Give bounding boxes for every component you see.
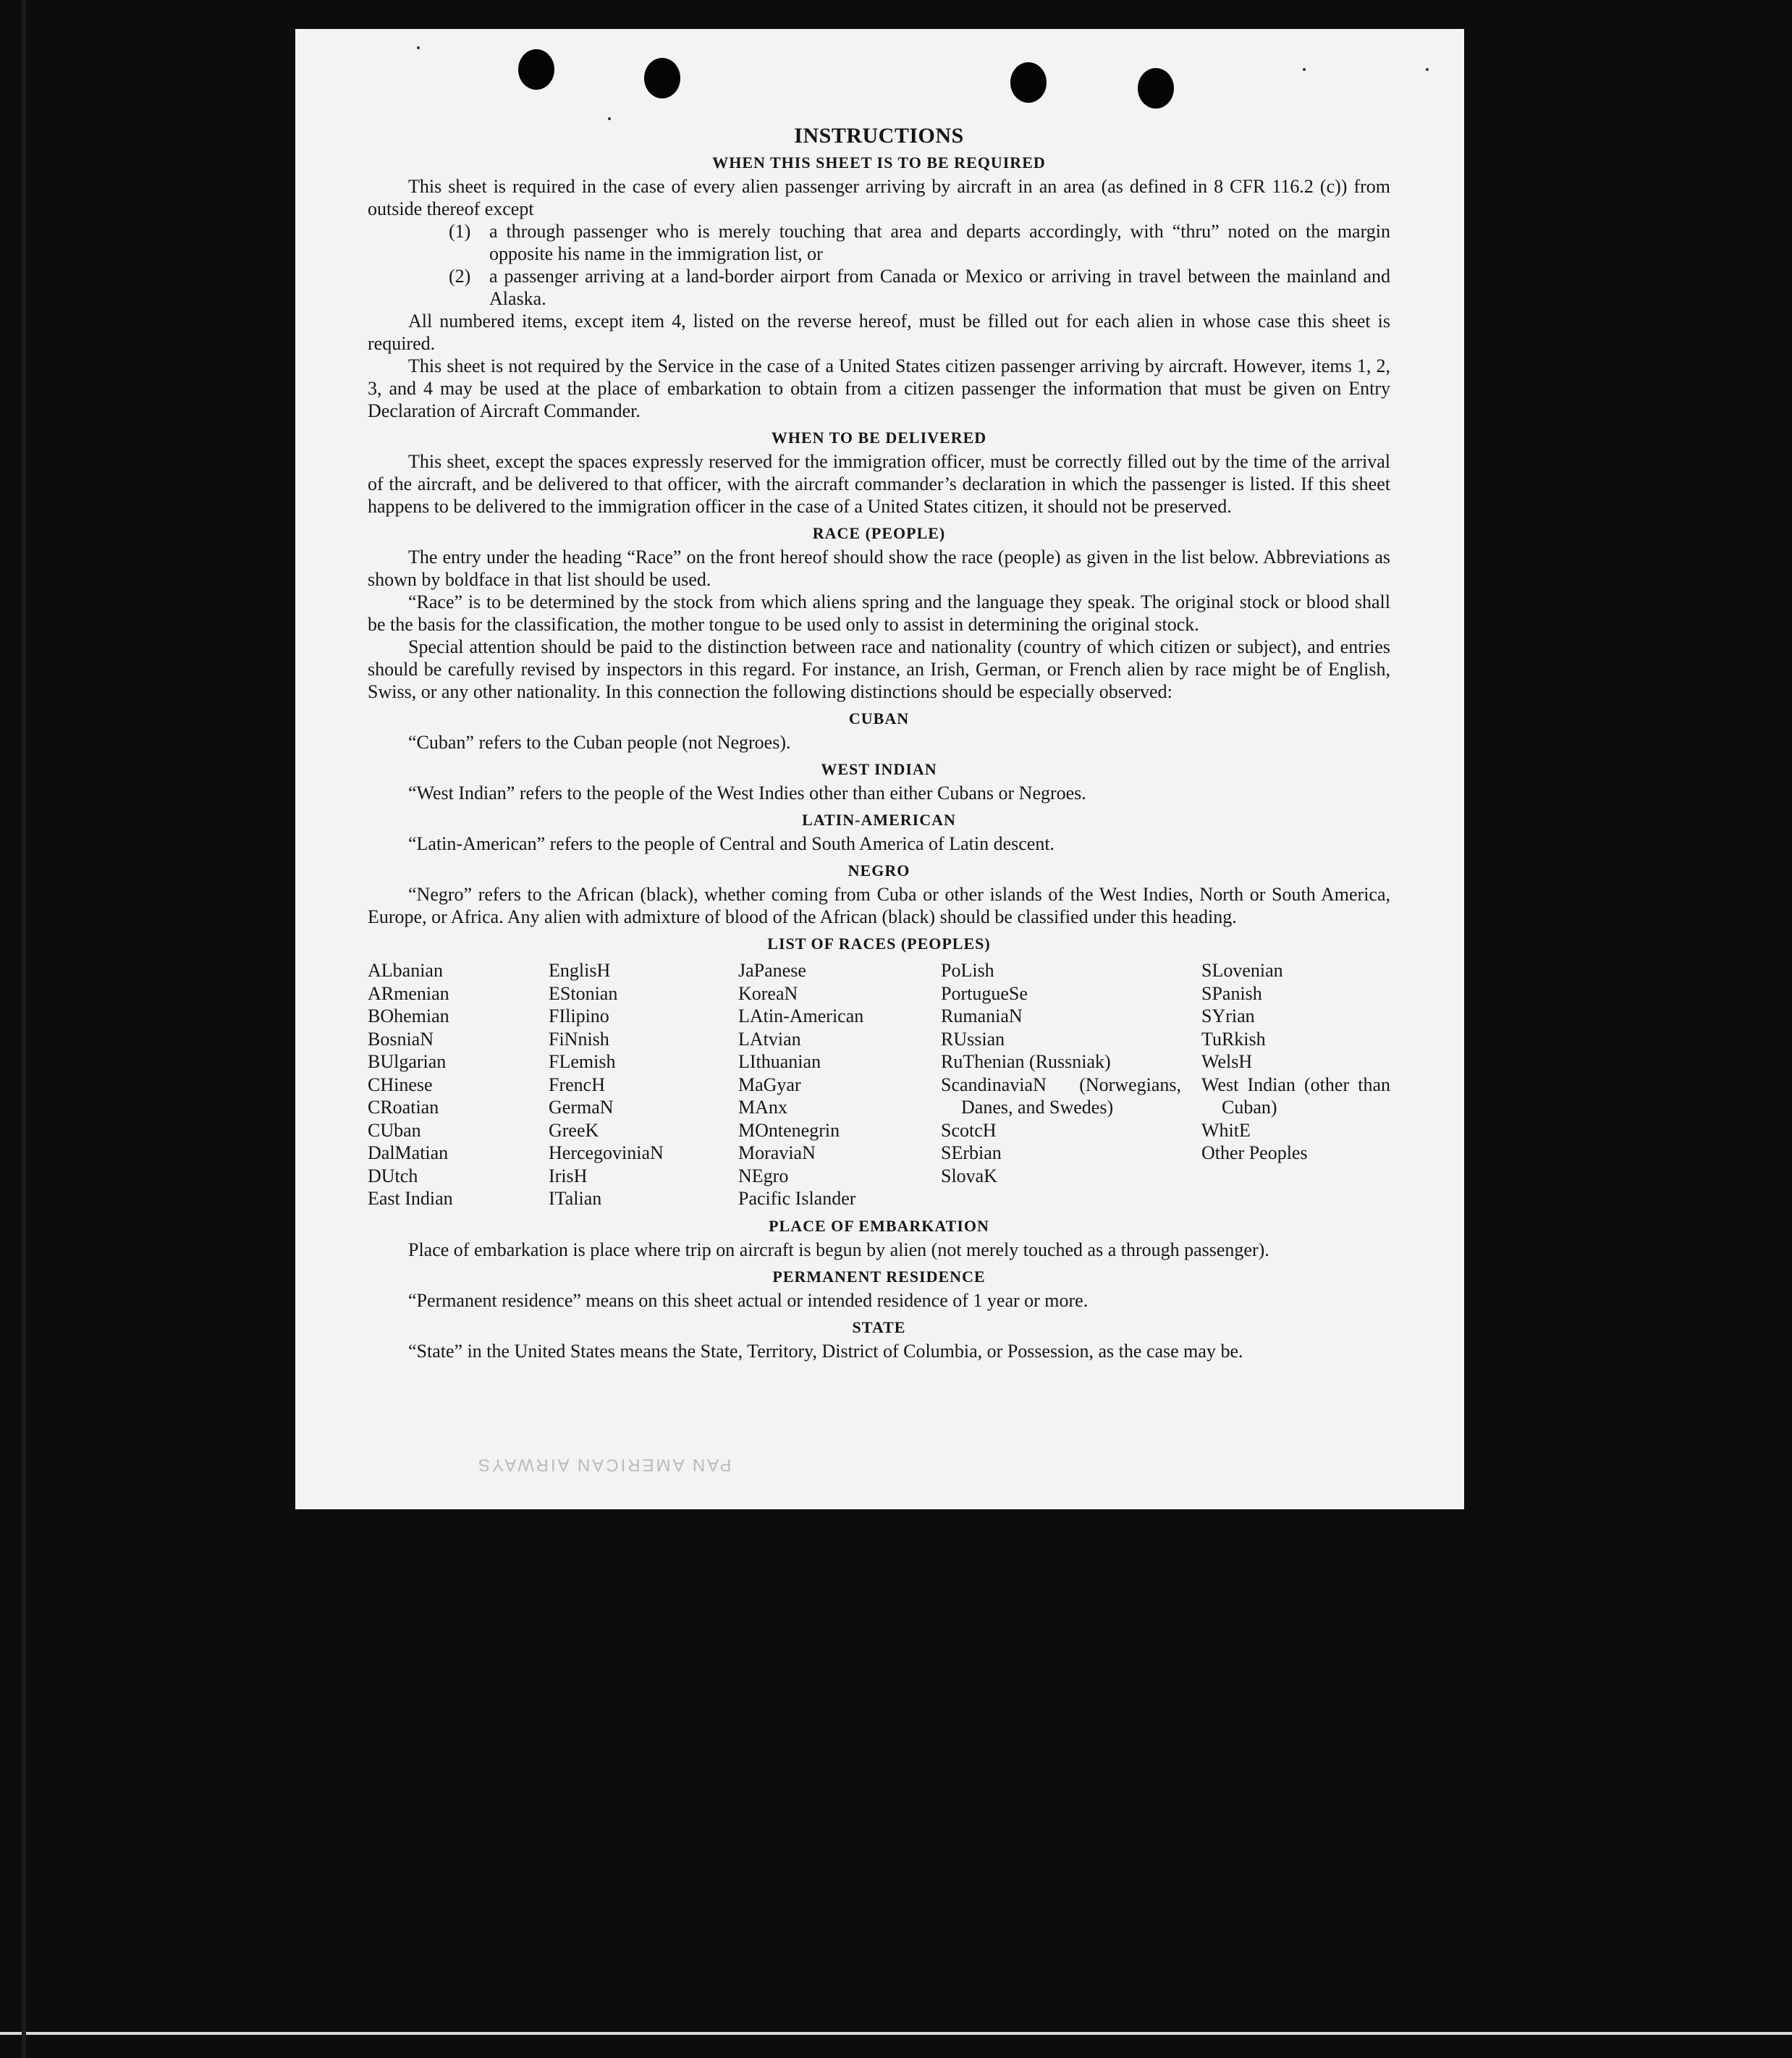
state-text: “State” in the United States means the State, Territory, District of Columbia, or Possession, as the case may be. <box>408 1340 1243 1362</box>
heading-when-delivered: WHEN TO BE DELIVERED <box>771 429 987 447</box>
west-indian-text: “West Indian” refers to the people of the West Indies other than either Cubans or Negroes. <box>408 783 1086 804</box>
race-item: BosniaN <box>368 1028 434 1050</box>
heading-permanent-residence: PERMANENT RESIDENCE <box>772 1267 986 1286</box>
race-item: WhitE <box>1201 1119 1251 1141</box>
race-item: DUtch <box>368 1165 418 1186</box>
race-item: KoreaN <box>738 982 798 1004</box>
race-item: East Indian <box>368 1188 453 1209</box>
heading-race: RACE (PEOPLE) <box>812 524 946 542</box>
permanent-residence-text: “Permanent residence” means on this sheet actual or intended residence of 1 year or more. <box>408 1289 1089 1311</box>
punch-hole-3 <box>1010 62 1047 103</box>
race-item: MOntenegrin <box>738 1119 840 1141</box>
speck <box>417 46 420 49</box>
race-item: CUban <box>368 1119 421 1141</box>
race-item: WelsH <box>1201 1051 1253 1072</box>
race-item: GermaN <box>549 1097 614 1118</box>
race-item: ALbanian <box>368 960 443 981</box>
race-item: EStonian <box>549 982 618 1004</box>
race-item: FrencH <box>549 1074 605 1095</box>
race-item: PoLish <box>941 960 994 981</box>
clause-text: a passenger arriving at a land-border airport from Canada or Mexico or arriving in travel between the mainland and Alaska. <box>489 266 1390 309</box>
race-item: JaPanese <box>738 960 806 981</box>
when-required-intro: This sheet is required in the case of every alien passenger arriving by aircraft in an area (as defined in 8 CFR 116.2 (c)) from outside thereof except <box>368 176 1390 219</box>
race-list <box>368 959 1390 1210</box>
race-item: HercegoviniaN <box>549 1142 664 1163</box>
race-item: MaGyar <box>738 1074 801 1095</box>
race-item: EnglisH <box>549 960 611 981</box>
race-item: SPanish <box>1201 982 1262 1004</box>
latin-american-text: “Latin-American” refers to the people of Central and South America of Latin descent. <box>408 833 1055 854</box>
cuban-text: “Cuban” refers to the Cuban people (not Negroes). <box>408 732 791 753</box>
race-item: ARmenian <box>368 982 449 1004</box>
numbered-items-paragraph: All numbered items, except item 4, listed on the reverse hereof, must be filled out for each alien in whose case this sheet is required. <box>368 311 1390 354</box>
race-item: LAtin-American <box>738 1005 864 1026</box>
race-column-4 <box>941 959 1201 1210</box>
race-item: SLovenian <box>1201 960 1283 981</box>
punch-hole-1 <box>518 49 554 90</box>
race-item: CHinese <box>368 1074 433 1095</box>
clause-number: (1) <box>449 221 471 242</box>
place-of-embarkation-text: Place of embarkation is place where trip on aircraft is begun by alien (not merely touched as a through passenger). <box>408 1239 1269 1260</box>
heading-place-of-embarkation: PLACE OF EMBARKATION <box>769 1216 989 1235</box>
speck <box>1426 68 1429 71</box>
citizen-paragraph: This sheet is not required by the Service in the case of a United States citizen passenger arriving by aircraft. However, items 1, 2, 3, and 4 may be used at the place of embarkation to obtain from a citizen passenger the information that must be given on Entry Declaration of Aircraft Commander. <box>368 355 1390 421</box>
document-sheet <box>295 29 1464 1509</box>
race-item: LIthuanian <box>738 1051 821 1072</box>
clause-text: a through passenger who is merely touching that area and departs accordingly, with “thru” noted on the margin opposite his name in the immigration list, or <box>489 221 1390 264</box>
race-item: ScotcH <box>941 1119 997 1141</box>
race-item: ScandinaviaN (Norwegians, Danes, and Swedes) <box>941 1074 1181 1118</box>
heading-latin-american: LATIN-AMERICAN <box>802 811 956 829</box>
race-item: DalMatian <box>368 1142 449 1163</box>
clause-number: (2) <box>449 266 471 287</box>
heading-west-indian: WEST INDIAN <box>821 760 937 778</box>
race-item: NEgro <box>738 1165 789 1186</box>
race-item: West Indian (other than Cuban) <box>1201 1074 1390 1118</box>
race-item: FLemish <box>549 1051 616 1072</box>
race-column-5 <box>1201 959 1390 1210</box>
race-item: CRoatian <box>368 1097 439 1118</box>
negro-text: “Negro” refers to the African (black), whether coming from Cuba or other islands of the West Indies, North or South America, Europe, or Africa. Any alien with admixture of blood of the African (black) should be classified under this heading. <box>368 884 1390 927</box>
race-item: GreeK <box>549 1119 599 1141</box>
race-item: BOhemian <box>368 1005 449 1026</box>
race-item: FIlipino <box>549 1005 609 1026</box>
punch-hole-2 <box>644 58 680 98</box>
race-item: MAnx <box>738 1097 787 1118</box>
scan-band-bottom <box>0 2032 1792 2035</box>
scan-line-left <box>22 0 26 2058</box>
heading-negro: NEGRO <box>848 861 910 880</box>
race-item: FiNnish <box>549 1028 609 1050</box>
race-paragraph-2: “Race” is to be determined by the stock from which aliens spring and the language they speak. The original stock or blood shall be the basis for the classification, the mother tongue to be used only to assist in determining the original stock. <box>368 591 1390 635</box>
race-item: IrisH <box>549 1165 588 1186</box>
race-item: RumaniaN <box>941 1005 1023 1026</box>
faded-stamp: PAN AMERICAN AIRWAYS <box>476 1455 732 1475</box>
race-item: MoraviaN <box>738 1142 816 1163</box>
when-delivered-text: This sheet, except the spaces expressly reserved for the immigration officer, must be correctly filled out by the time of the arrival of the aircraft, and be delivered to that officer, with the aircraft commander’s declaration in which the passenger is listed. If this sheet happens to be delivered to the immigration officer in the case of a United States citizen, it should not be preserved. <box>368 451 1390 517</box>
speck <box>608 117 611 120</box>
race-item: SlovaK <box>941 1165 997 1186</box>
clause-2 <box>449 265 1390 310</box>
race-paragraph-1: The entry under the heading “Race” on the front hereof should show the race (people) as given in the list below. Abbreviations as shown by boldface in that list should be used. <box>368 547 1390 590</box>
race-column-3 <box>738 959 941 1210</box>
heading-list-of-races: LIST OF RACES (PEOPLES) <box>767 935 991 953</box>
heading-state: STATE <box>852 1317 906 1336</box>
punch-hole-4 <box>1138 68 1174 109</box>
race-item: Other Peoples <box>1201 1142 1308 1163</box>
speck <box>1303 68 1306 71</box>
heading-when-required: WHEN THIS SHEET IS TO BE REQUIRED <box>712 153 1046 172</box>
page-title: INSTRUCTIONS <box>794 124 964 148</box>
race-column-1 <box>368 959 549 1210</box>
race-item: PortugueSe <box>941 982 1028 1004</box>
heading-cuban: CUBAN <box>848 709 910 728</box>
race-item: SYrian <box>1201 1005 1255 1026</box>
race-item: RuThenian (Russniak) <box>941 1051 1111 1072</box>
race-item: BUlgarian <box>368 1051 447 1072</box>
race-item: SErbian <box>941 1142 1002 1163</box>
race-paragraph-3: Special attention should be paid to the distinction between race and nationality (country of which citizen or subject), and entries should be carefully revised by inspectors in this regard. For instance, an Irish, German, or French alien by race might be of English, Swiss, or any other nationality. In this connection the following distinctions should be especially observed: <box>368 636 1390 702</box>
race-item: TuRkish <box>1201 1028 1266 1050</box>
race-column-2 <box>549 959 738 1210</box>
race-item: LAtvian <box>738 1028 801 1050</box>
race-item: ITalian <box>549 1188 602 1209</box>
clause-1 <box>449 220 1390 265</box>
race-item: RUssian <box>941 1028 1005 1050</box>
race-item: Pacific Islander <box>738 1188 856 1209</box>
